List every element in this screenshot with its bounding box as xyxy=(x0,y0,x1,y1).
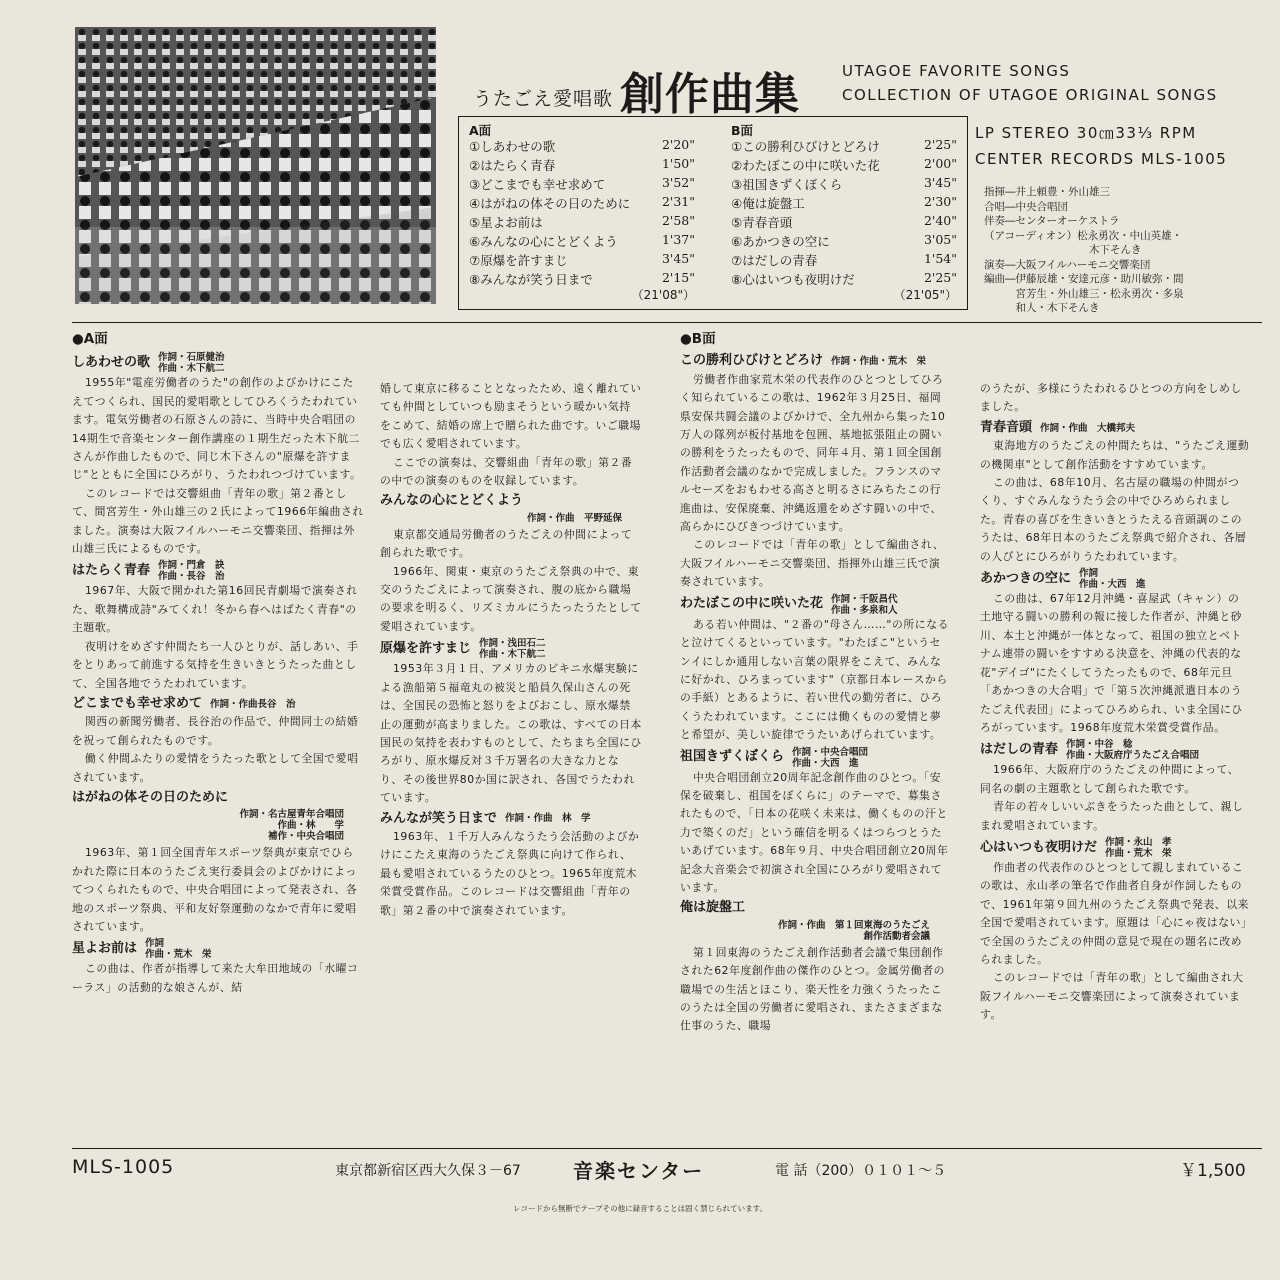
paragraph: この曲は、67年12月沖縄・喜屋武（キャン）の土地守る闘いの勝利の報に接した作者が、沖縄と砂川、本土と沖縄が一体となって、祖国の独立とベトナム連帯の闘いをすすめる決意を、沖縄の代表的な花"デイゴ"にたくしてうたったもので、68年元旦「あかつきの大合唱」で「第５次沖縄派遣日本のうたごえ代表団」によってひろめられ、いま全国にひろがっています。1968年度荒木栄賞受賞作品。 xyxy=(980,592,1243,734)
song-heading xyxy=(380,810,642,828)
song-title: 心はいつも夜明けだ xyxy=(980,839,1098,855)
track-time: 3'05" xyxy=(923,232,957,247)
track-title: ④はがねの体その日のために xyxy=(469,196,631,211)
song-credit xyxy=(1079,568,1146,590)
song-credit-line: 作曲・林 学 xyxy=(277,820,344,832)
track-time: 2'25" xyxy=(923,137,957,152)
track-title: ④俺は旋盤工 xyxy=(731,196,805,211)
paragraph: この曲は、68年10月、名古屋の職場の仲間がつくり、すぐみんなうたう会の中でひろめられました。青春の喜びを生きいきとうたえる音頭調のこのうたは、68年日本のうたごえ祭典で紹介され、各層の人びとにひろがりうたわれています。 xyxy=(980,476,1247,563)
song-credit-line: 作曲・大阪府庁うたごえ合唱団 xyxy=(1066,750,1200,762)
song-heading xyxy=(680,899,950,917)
paragraph: 東海地方のうたごえの仲間たちは、"うたごえ運動の機関車"として創作活動をすすめています。 xyxy=(980,439,1250,471)
track-row xyxy=(459,137,705,156)
track-row xyxy=(459,194,705,213)
song-credit-line: 作詞・作曲長谷 治 xyxy=(210,698,296,710)
song-title: はだしの青春 xyxy=(980,742,1059,758)
song-heading xyxy=(380,638,642,660)
credit-line: 編曲―伊藤辰雄・安達元彦・助川敏弥・間 xyxy=(984,273,1184,285)
notes-col-3 xyxy=(680,330,950,1036)
credit-line: 合唱―中央合唱団 xyxy=(984,200,1068,213)
song-credit xyxy=(1040,423,1135,434)
song-credit-line: 創作活動者会議 xyxy=(863,930,930,942)
credit-line: 演奏―大阪フイルハーモニ交響楽団 xyxy=(984,258,1151,271)
track-title: ⑧みんなが笑う日まで xyxy=(469,272,593,287)
side-b-notes-label: ●B面 xyxy=(680,331,716,347)
track-row xyxy=(721,232,967,251)
album-title-en-1: UTAGOE FAVORITE SONGS xyxy=(842,62,1071,80)
track-row xyxy=(721,251,967,270)
song-credit-line: 作曲・大西 進 xyxy=(792,757,859,769)
track-row xyxy=(721,137,967,156)
paragraph: 関西の新聞労働者、長谷治の作品で、仲間同士の結婚を祝って創られたものです。 xyxy=(72,715,359,747)
credit-line: 指揮―井上頼豊・外山雄三 xyxy=(984,186,1110,198)
song-credit xyxy=(158,560,225,582)
song-heading xyxy=(72,560,364,582)
track-time: 2'58" xyxy=(661,213,695,228)
song-title: あかつきの空に xyxy=(980,570,1072,586)
track-title: ⑥みんなの心にとどくよう xyxy=(469,234,618,249)
song-heading xyxy=(380,492,642,510)
song-credit xyxy=(680,920,930,942)
song-title: この勝利ひびけとどろけ xyxy=(680,353,824,369)
song-credit xyxy=(210,699,296,710)
side-a-notes-label: ●A面 xyxy=(72,331,108,347)
copyright-notice: レコードから無断でテープその他に録音することは固く禁じられています。 xyxy=(512,1204,768,1213)
divider-bottom xyxy=(72,1148,1262,1149)
paragraph: 夜明けをめざす仲間たち一人ひとりが、話しあい、手をとりあって前進する気持を生きいきとうたった曲として、全国各地でうたわれています。 xyxy=(72,639,359,690)
paragraph: 婚して東京に移ることとなったため、遠く離れていても仲間としていつも励まそうという暖かい気持をこめて、結婚の席上で贈られた曲です。いご職場でも広く愛唱されています。 xyxy=(380,382,642,451)
song-title: 青春音頭 xyxy=(980,419,1033,435)
paragraph: このレコードでは「青年の歌」として編曲され、大阪フイルハーモニ交響楽団、指揮外山雄三氏で演奏されています。 xyxy=(680,538,945,589)
track-time: 3'45" xyxy=(661,251,695,266)
divider-top xyxy=(72,322,1262,323)
song-credit-line: 作詞・作曲・荒木 栄 xyxy=(831,356,927,368)
catalog-number: MLS-1005 xyxy=(72,1156,175,1178)
paragraph: 作曲者の代表作のひとつとして親しまれているこの歌は、永山孝の筆名で作曲者自身が作詞したもので、1961年第９回九州のうたごえ祭典で発表、以来全国で愛唱されています。原題は「心にゃ夜はない」で全国のうたごえの仲間の意見で現在の題名に改められました。 xyxy=(980,860,1249,966)
publisher-name: 音楽センター xyxy=(573,1159,705,1183)
notes-col-4-body xyxy=(980,380,1250,1025)
song-credit xyxy=(792,747,868,769)
track-title: ⑤青春音頭 xyxy=(731,215,793,230)
track-time: 3'52" xyxy=(661,175,695,190)
paragraph: 1955年"電産労働者のうた"の創作のよびかけにこたえてつくられ、国民的愛唱歌としてひろくうたわれています。電気労働者の石原さんの詩に、当時中央合唱団の14期生で音楽センター創作講座の１期生だった木下航二さんが作曲したもので、同じ木下さんの"原爆を許すまじ"とともに全国にひろがり、うたわれつづけています。 xyxy=(72,376,362,482)
song-title: 俺は旋盤工 xyxy=(680,900,746,916)
credit-line: 和人・木下そんき xyxy=(984,302,1100,314)
track-title: ②わたぼこの中に咲いた花 xyxy=(731,158,880,173)
paragraph: 労働者作曲家荒木栄の代表作のひとつとしてひろく知られているこの歌は、1962年３月25日、福岡県安保共闘会議のよびかけで、全九州から集った10万人の隊列が板付基地を包囲、基地拡張阻止の闘いの勝利をうたったもので、同年４月、第１回全国創作活動者会議のなかで完成しました。フランスのマルセーズをおもわせる高さと明るさにみちたこの行進曲は、安保廃棄、沖縄返還をめざす闘いの中で、高らかにひびきつづけています。 xyxy=(680,372,946,534)
track-row xyxy=(459,213,705,232)
paragraph: 第１回東海のうたごえ創作活動者会議で集団創作された62年度創作曲の傑作のひとつ。金属労働者の職場での生活とほこり、楽天性を力強くうたったこのうたは全国の労働者に愛唱され、またさまざまな仕事のうた、職場 xyxy=(680,945,946,1033)
side-a-tracklist xyxy=(459,121,705,302)
song-title: はたらく青春 xyxy=(72,563,151,579)
price: ￥1,500 xyxy=(1180,1161,1246,1181)
track-row xyxy=(459,175,705,194)
credit-line: （アコーディオン）松永勇次・中山英雄・ xyxy=(984,229,1183,242)
track-title: ⑦はだしの青春 xyxy=(731,253,818,268)
paragraph: 1966年、大阪府庁のうたごえの仲間によって、同名の劇の主題歌として創られた歌です。 xyxy=(980,763,1240,795)
track-row xyxy=(459,251,705,270)
song-title: はがねの体その日のために xyxy=(72,789,229,805)
track-row xyxy=(459,156,705,175)
song-heading xyxy=(980,568,1250,590)
song-title: どこまでも幸せ求めて xyxy=(72,695,203,711)
notes-col-3-body xyxy=(680,352,950,1035)
song-credit-line: 作詞・作曲 大橋邦夫 xyxy=(1040,422,1136,434)
record-format: LP STEREO 30㎝33⅓ RPM xyxy=(975,124,1197,142)
song-heading xyxy=(72,789,364,807)
publisher-address: 東京都新宿区西大久保３－67 xyxy=(335,1163,521,1179)
track-time: 1'50" xyxy=(661,156,695,171)
notes-col-1-body xyxy=(72,352,364,997)
song-credit-line: 作曲・木下航二 xyxy=(158,363,225,375)
song-credit xyxy=(831,594,898,616)
song-heading xyxy=(72,938,364,960)
song-heading xyxy=(980,419,1250,437)
paragraph: このレコードでは交響組曲「青年の歌」第２番として、間宮芳生・外山雄三の２氏によって1966年編曲されました。演奏は大阪フイルハーモニ交響楽団、指揮は外山雄三氏によるものです。 xyxy=(72,486,364,556)
song-credit xyxy=(505,813,591,824)
credit-line: 伴奏―センターオーケストラ xyxy=(984,215,1120,227)
notes-col-2 xyxy=(380,380,642,920)
tracklist-box xyxy=(458,116,968,310)
track-title: ⑤星よお前は xyxy=(469,215,543,230)
song-credit xyxy=(1066,739,1199,761)
title-subtitle-jp: うたごえ愛唱歌 xyxy=(473,88,614,110)
song-credit xyxy=(479,638,546,660)
track-time: 3'45" xyxy=(923,175,957,190)
song-credit-line: 作詞・名古屋青年合唱団 xyxy=(239,809,344,821)
song-credit-line: 作詞・作曲 平野延保 xyxy=(526,512,622,524)
paragraph: 青年の若々しいいぶきをうたった曲として、親しまれ愛唱されています。 xyxy=(980,800,1244,832)
song-credit-line: 作曲・荒木 栄 xyxy=(145,949,212,961)
paragraph: ここでの演奏は、交響組曲「青年の歌」第２番の中での演奏のものを収録しています。 xyxy=(380,455,633,488)
song-credit-line: 作詞・石原健治 xyxy=(158,352,225,364)
publisher-phone: 電 話（200）０１０１～５ xyxy=(775,1163,947,1179)
side-a-total-time: （21'08"） xyxy=(631,288,695,302)
credit-line: 木下そんき xyxy=(984,244,1142,256)
song-credit xyxy=(831,356,926,367)
paragraph: このレコードでは「青年の歌」として編曲され大阪フイルハーモニ交響楽団によって演奏されています。 xyxy=(980,971,1244,1022)
song-title: みんなが笑う日まで xyxy=(380,810,498,826)
side-b-label: B面 xyxy=(731,123,754,138)
side-a-label: A面 xyxy=(469,123,492,138)
track-row xyxy=(721,175,967,194)
song-credit-line: 作詞・浅田石二 xyxy=(479,638,546,650)
song-title: 祖国きずくぼくら xyxy=(680,749,785,765)
choir-photo-graphic xyxy=(75,27,436,304)
track-title: ①この勝利ひびけとどろけ xyxy=(731,139,880,154)
song-heading xyxy=(980,837,1250,859)
track-row xyxy=(721,194,967,213)
song-credit-line: 作曲・大西 進 xyxy=(1079,579,1146,591)
track-time: 2'31" xyxy=(661,194,695,209)
paragraph: 1963年、１千万人みんなうたう会活動のよびかけにこたえ東海のうたごえ祭典に向けて作られ、最も愛唱されているうたのひとつ。1965年度荒木栄賞受賞作品。このレコードは交響組曲「青年の歌」第２番の中で演奏されています。 xyxy=(380,829,640,917)
track-time: 1'37" xyxy=(661,232,695,247)
track-title: ⑥あかつきの空に xyxy=(731,234,830,249)
song-credit-line: 作詞 xyxy=(1079,568,1099,580)
song-title: 星よお前は xyxy=(72,941,138,957)
track-time: 2'30" xyxy=(923,194,957,209)
song-heading xyxy=(680,352,950,370)
track-time: 2'20" xyxy=(661,137,695,152)
song-title: わたぼこの中に咲いた花 xyxy=(680,596,824,612)
choir-photo xyxy=(75,27,436,304)
song-heading xyxy=(72,352,364,374)
song-credit xyxy=(380,513,622,524)
song-credit-line: 作曲・長谷 治 xyxy=(158,571,225,583)
notes-col-2-body xyxy=(380,380,642,920)
credit-line: 宮芳生・外山雄三・松永勇次・多泉 xyxy=(984,287,1184,300)
track-title: ③どこまでも幸せ求めて xyxy=(469,177,606,192)
song-credit-line: 作詞・中谷 稔 xyxy=(1066,739,1133,751)
track-row xyxy=(459,232,705,251)
track-title: ③祖国きずくぼくら xyxy=(731,177,843,192)
paragraph: 働く仲間ふたりの愛情をうたった歌として全国で愛唱されています。 xyxy=(72,752,359,784)
song-credit-line: 作詞・作曲 第１回東海のうたごえ xyxy=(777,919,930,931)
paragraph: 1963年、第１回全国青年スポーツ祭典が東京でひらかれた際に日本のうたごえ実行委員会のよびかけによってつくられたもので、中央合唱団によって発表され、各地のスポーツ祭典、平和友好祭運動のなかで青年に愛唱されています。 xyxy=(72,846,358,933)
song-heading xyxy=(680,747,950,769)
song-credit xyxy=(158,352,225,374)
side-b-total-time: （21'05"） xyxy=(893,288,957,302)
track-time: 2'00" xyxy=(923,156,957,171)
song-credit xyxy=(72,809,344,842)
track-title: ①しあわせの歌 xyxy=(469,139,556,154)
track-row xyxy=(721,156,967,175)
side-b-tracklist xyxy=(721,121,967,302)
track-title: ⑧心はいつも夜明けだ xyxy=(731,272,855,287)
song-credit-line: 作曲・荒木 栄 xyxy=(1105,847,1172,859)
notes-col-4 xyxy=(980,380,1250,1025)
track-title: ②はたらく青春 xyxy=(469,158,556,173)
song-credit-line: 作曲・多泉和人 xyxy=(831,604,898,616)
paragraph: 1966年、関東・東京のうたごえ祭典の中で、東交のうたごえによって演奏され、腹の底から職場の要求を明るく、リズミカルにうたったうたとして愛唱されています。 xyxy=(380,564,642,633)
song-heading xyxy=(72,695,364,713)
song-credit-line: 作詞・永山 孝 xyxy=(1105,836,1172,848)
track-time: 1'54" xyxy=(923,251,957,266)
track-time: 2'40" xyxy=(923,213,957,228)
song-credit-line: 作詞・中央合唱団 xyxy=(792,746,869,758)
track-row xyxy=(721,213,967,232)
song-credit xyxy=(1105,837,1172,859)
paragraph: 1953年３月１日、アメリカのビキニ水爆実験による漁船第５福竜丸の被災と船員久保山さんの死は、全国民の恐怖と怒りをよびおこし、原水爆禁止の運動が高まりました。この歌は、すべての日本国民の気持を表わすものとして、たちまち全国にひろがり、原水爆反対３千万署名の大きな力となり、その後世界80か国に訳され、各国でうたわれています。 xyxy=(380,662,642,805)
performer-credits xyxy=(984,185,1234,316)
song-credit-line: 補作・中央合唱団 xyxy=(267,831,344,843)
song-heading xyxy=(680,594,950,616)
paragraph: 1967年、大阪で開かれた第16回民青劇場で演奏された、歌舞構成詩"みてくれ！冬から春へはばたく青春"の主題歌。 xyxy=(72,584,358,635)
song-credit-line: 作詞・門倉 訣 xyxy=(158,560,225,572)
song-credit-line: 作詞・作曲 林 学 xyxy=(505,813,591,825)
record-label: CENTER RECORDS MLS-1005 xyxy=(975,150,1228,168)
track-time: 2'25" xyxy=(923,270,957,285)
song-title: しあわせの歌 xyxy=(72,355,151,371)
paragraph: ある若い仲間は、"２番の"母さん……"の所になると泣けてくるといっています。"わたぼこ"というセンイにしか通用しない言葉の限界をこえて、みんなに好かれ、ひろまっています"（京都日本レースからの手紙）とあるように、若い世代の勤労者に、ひろくうたわれています。ここには働くものの愛情と夢と希望が、美しい旋律でうたいあげられています。 xyxy=(680,617,949,742)
song-heading xyxy=(980,739,1250,761)
paragraph: この曲は、作者が指導して来た大牟田地域の「水曜コーラス」の活動的な娘さんが、結 xyxy=(72,962,359,994)
album-title-jp: 創作曲集 xyxy=(620,69,800,120)
song-title: 原爆を許すまじ xyxy=(380,641,472,657)
album-title-en-2: COLLECTION OF UTAGOE ORIGINAL SONGS xyxy=(842,86,1218,104)
song-credit-line: 作詞 xyxy=(145,938,165,950)
paragraph: のうたが、多様にうたわれるひとつの方向をしめしました。 xyxy=(980,382,1242,414)
song-title: みんなの心にとどくよう xyxy=(380,493,524,509)
notes-col-1 xyxy=(72,330,364,997)
track-title: ⑦原爆を許すまじ xyxy=(469,253,568,268)
song-credit-line: 作詞・千阪昌代 xyxy=(831,593,898,605)
song-credit xyxy=(145,938,212,960)
paragraph: 東京都交通局労働者のうたごえの仲間によって創られた歌です。 xyxy=(380,527,633,560)
track-time: 2'15" xyxy=(661,270,695,285)
song-credit-line: 作曲・木下航二 xyxy=(479,649,546,661)
paragraph: 中央合唱団創立20周年記念創作曲のひとつ。「安保を破棄し、祖国をぼくらに」のテーマで、募集されたもので、「日本の花咲く未来は、働くものの汗と力で築くのだ」という確信を明るくはつらつとうたいあげています。68年９月、中央合唱団創立20周年記念大音楽会で初演され全国にひろがり愛唱されています。 xyxy=(680,770,949,894)
